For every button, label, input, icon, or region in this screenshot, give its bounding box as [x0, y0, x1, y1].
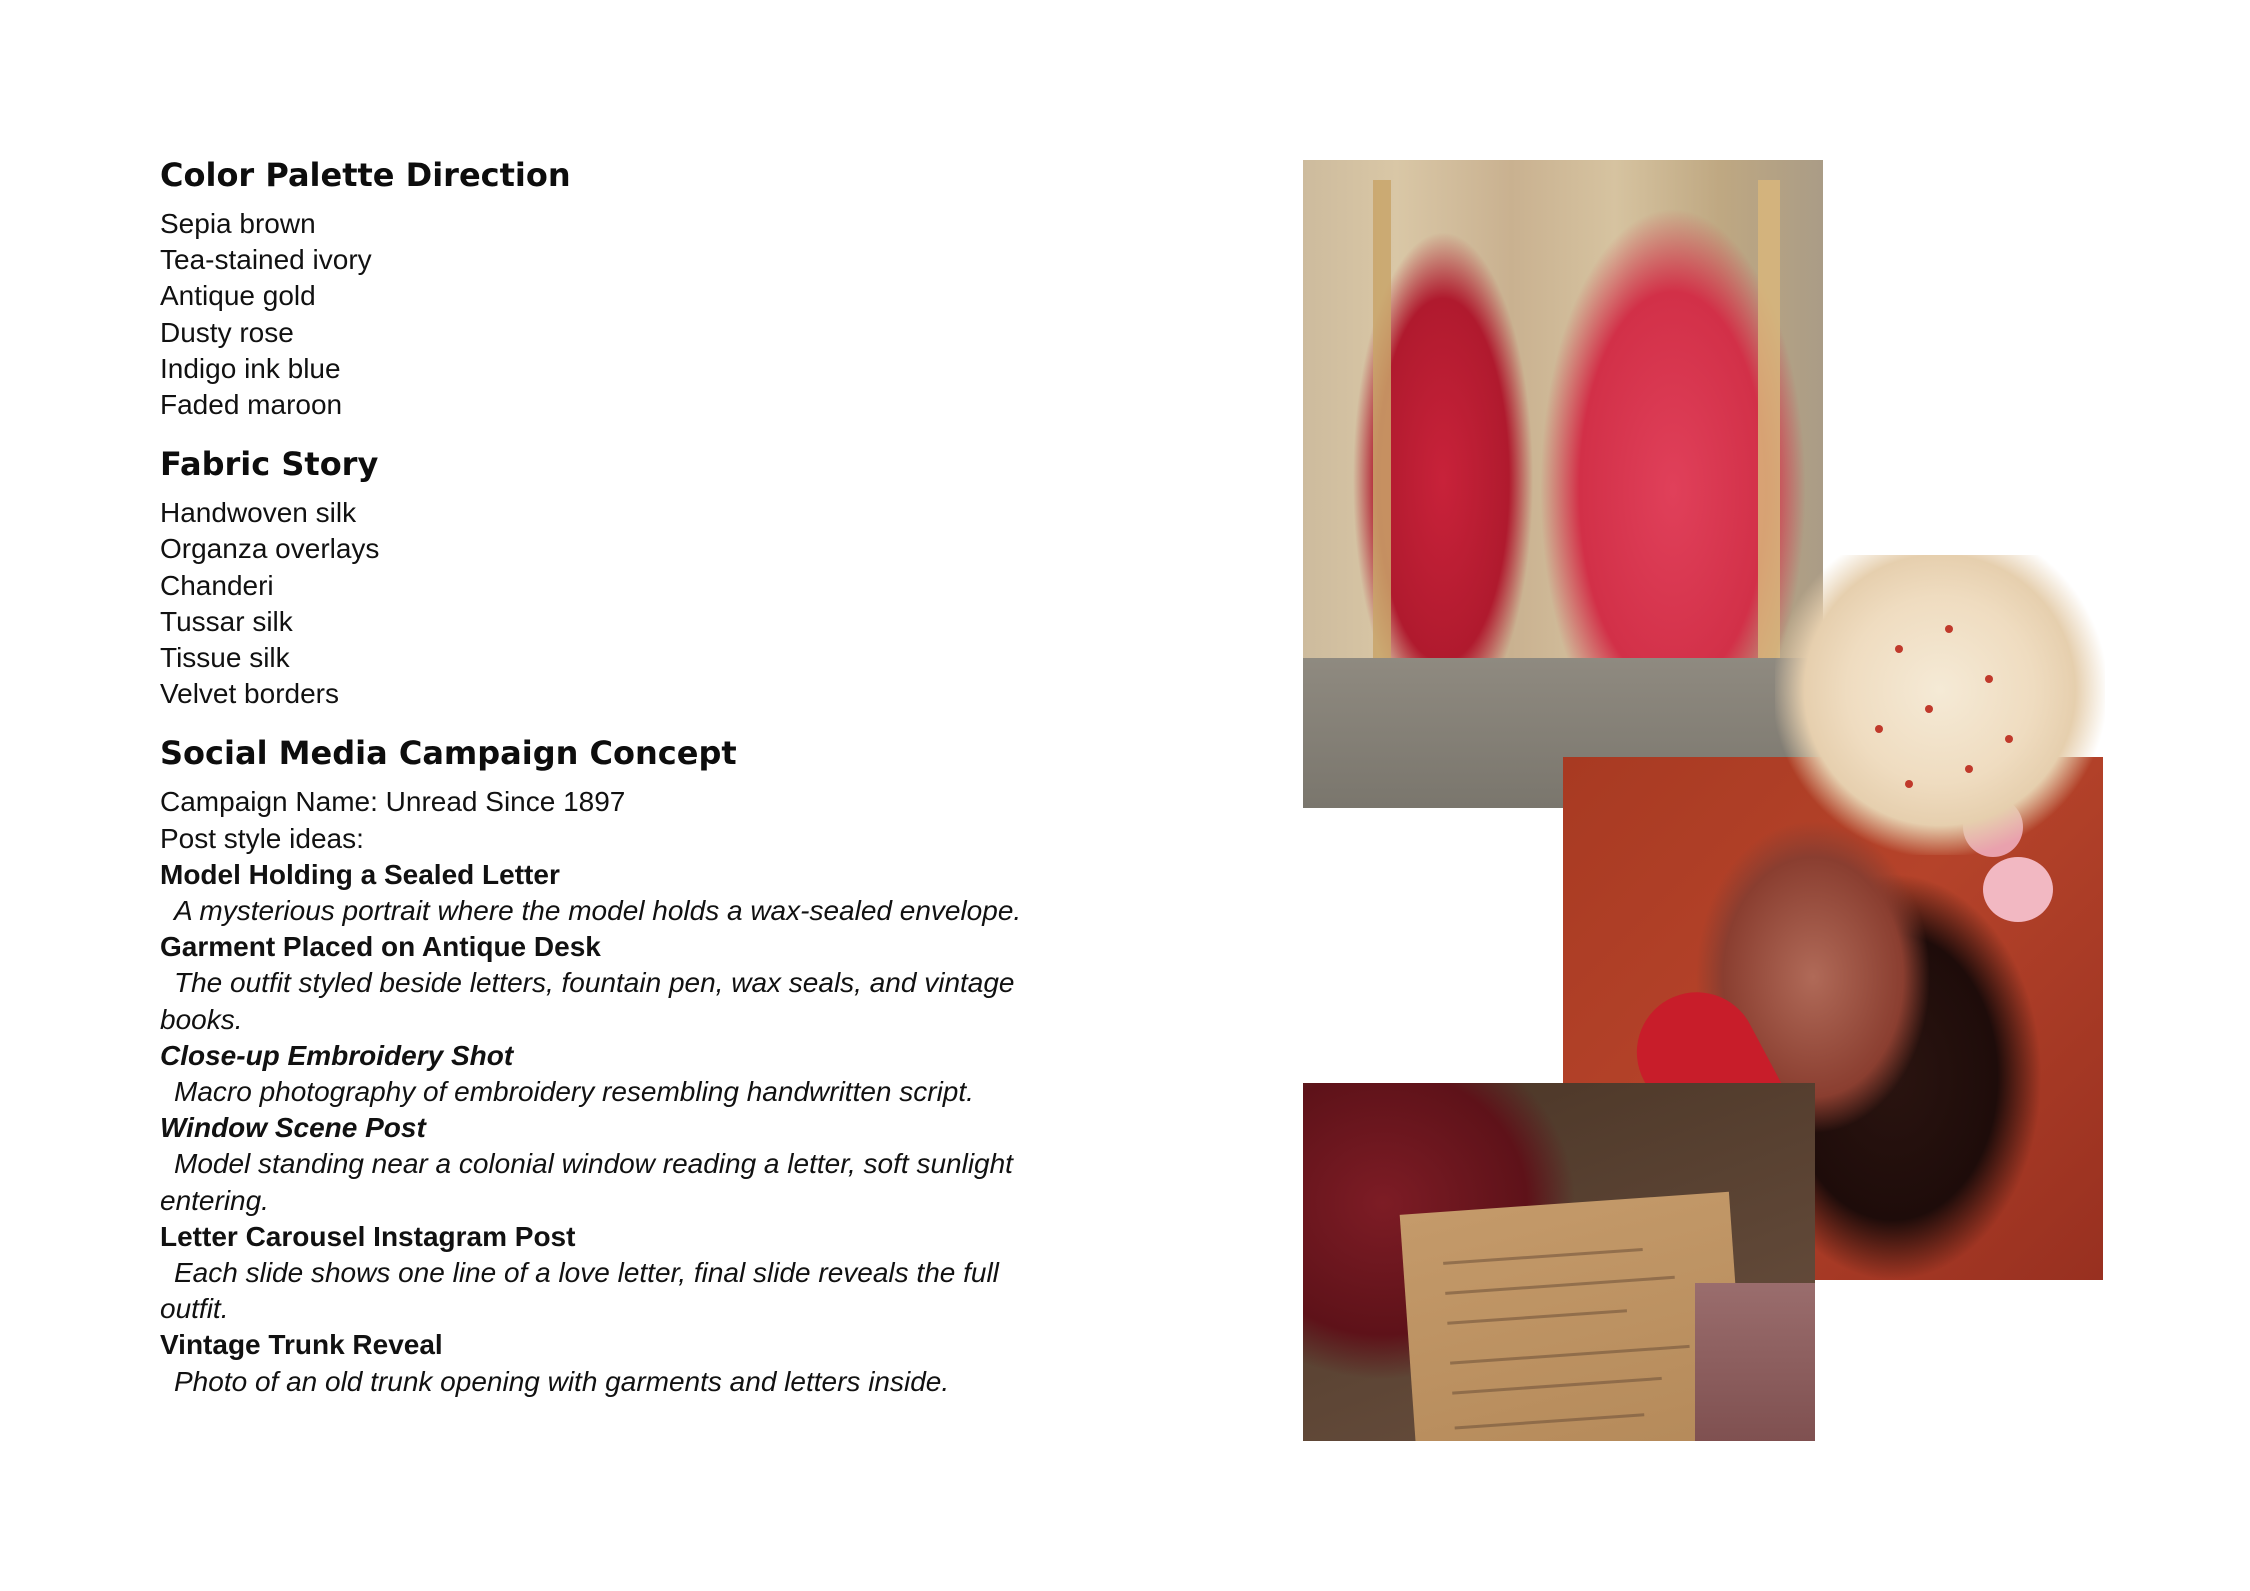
idea-description: Macro photography of embroidery resembling handwritten script. — [174, 1076, 974, 1108]
list-item: Sepia brown — [160, 208, 316, 239]
color-palette-section — [160, 152, 1060, 423]
idea-title: Window Scene Post — [160, 1112, 426, 1144]
idea-title: Close-up Embroidery Shot — [160, 1039, 514, 1071]
idea-description: A mysterious portrait where the model holds a wax-sealed envelope. — [174, 895, 1022, 927]
idea-title: Vintage Trunk Reveal — [160, 1329, 443, 1361]
saree-border-left — [1373, 180, 1391, 740]
idea-description: The outfit styled beside letters, fountain pen, wax seals, and vintage books. — [160, 967, 1015, 1035]
letter-with-rose-petals-photo — [1303, 1083, 1815, 1441]
idea-description: Photo of an old trunk opening with garments and letters inside. — [174, 1365, 950, 1397]
saree-photo — [1303, 160, 1823, 808]
post-ideas-label: Post style ideas: — [160, 822, 364, 854]
fabric-story-heading: Fabric Story — [160, 445, 379, 484]
rose-flower — [1983, 857, 2053, 922]
list-item: Faded maroon — [160, 389, 343, 421]
list-item: Tussar silk — [160, 605, 293, 637]
jasmine-flowers-photo — [1775, 555, 2105, 855]
color-palette-list — [160, 206, 1060, 423]
campaign-name: Campaign Name: Unread Since 1897 — [160, 786, 626, 818]
list-item: Velvet borders — [160, 678, 339, 710]
idea-description: Model standing near a colonial window reading a letter, soft sunlight entering. — [160, 1148, 1013, 1216]
idea-title: Model Holding a Sealed Letter — [160, 858, 560, 890]
list-item: Tea-stained ivory — [160, 244, 372, 276]
idea-title: Garment Placed on Antique Desk — [160, 931, 601, 963]
color-palette-heading: Color Palette Direction — [160, 156, 571, 194]
list-item: Tissue silk — [160, 642, 290, 674]
list-item: Chanderi — [160, 569, 274, 601]
list-item: Organza overlays — [160, 533, 380, 565]
list-item: Handwoven silk — [160, 497, 357, 529]
fabric-edge — [1695, 1283, 1815, 1441]
fabric-story-section — [160, 441, 1060, 712]
idea-description: Each slide shows one line of a love letter, final slide reveals the full outfit. — [160, 1257, 999, 1325]
moodboard-text-column — [160, 152, 1060, 1400]
list-item: Indigo ink blue — [160, 352, 341, 384]
fabric-list — [160, 495, 1060, 712]
idea-title: Letter Carousel Instagram Post — [160, 1220, 576, 1252]
list-item: Antique gold — [160, 280, 316, 312]
list-item: Dusty rose — [160, 316, 294, 348]
campaign-section — [160, 730, 1060, 1399]
campaign-heading: Social Media Campaign Concept — [160, 734, 737, 773]
